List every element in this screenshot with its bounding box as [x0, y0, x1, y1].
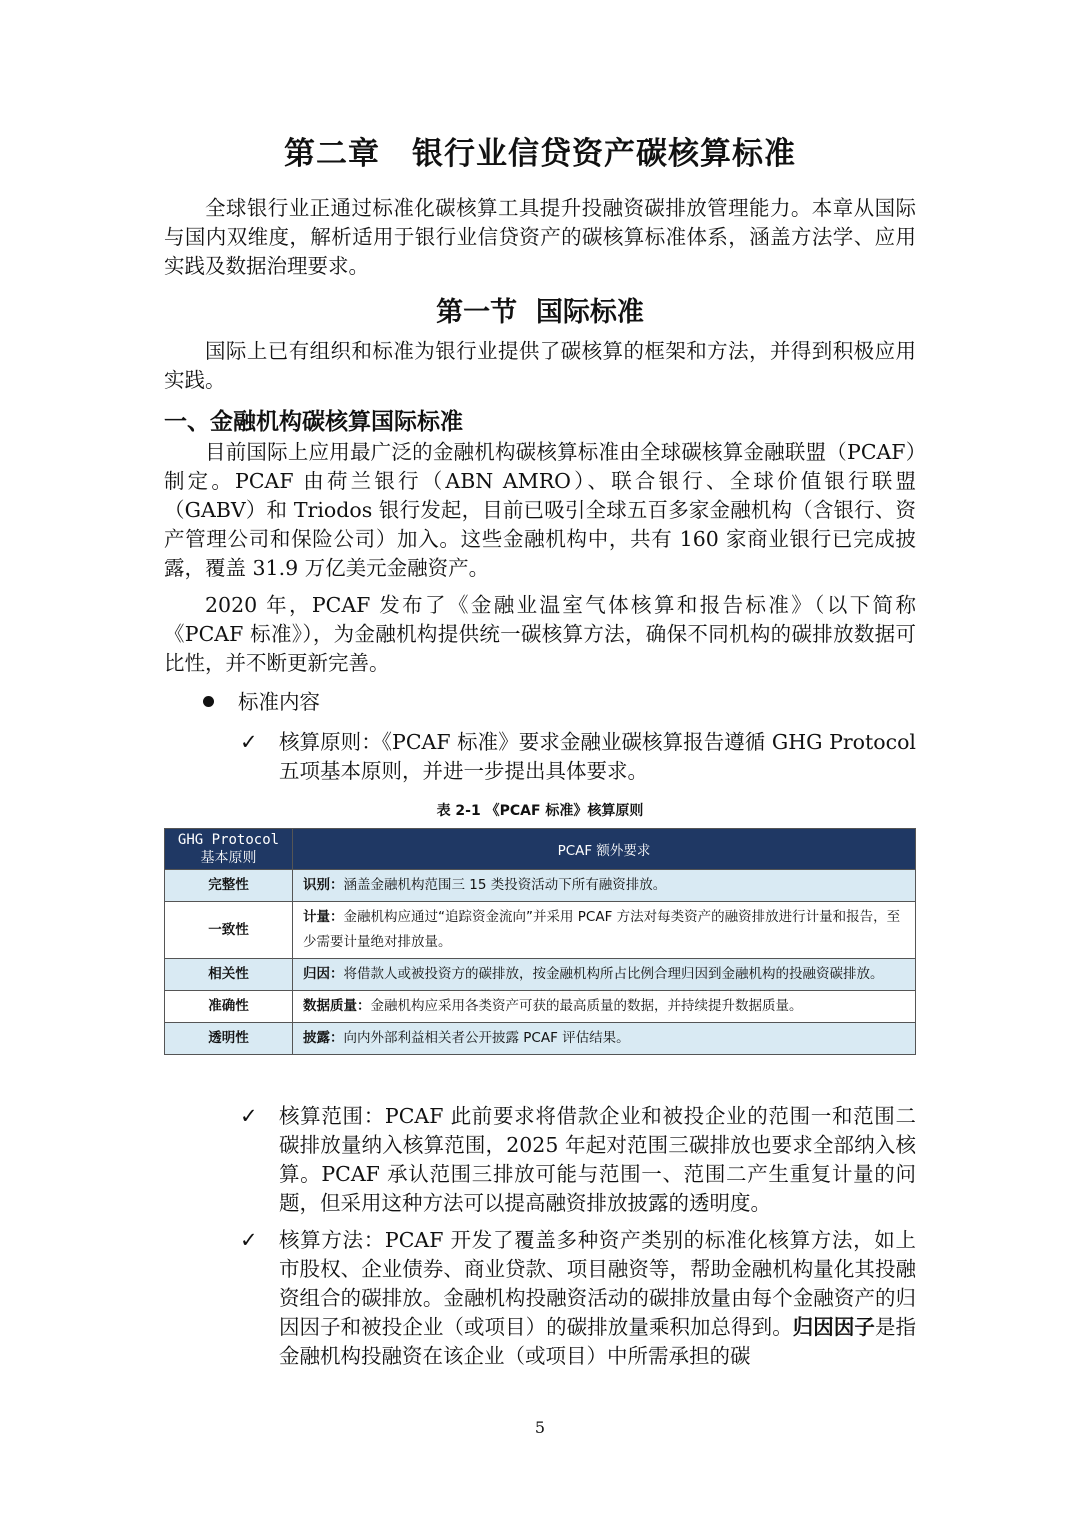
requirement-cell	[293, 902, 916, 959]
checkmark-icon: ✓	[240, 1228, 258, 1252]
requirement-text: 涵盖金融机构范围三 15 类投资活动下所有融资排放。	[343, 877, 667, 893]
requirement-key: 披露：	[303, 1030, 344, 1046]
requirement-key: 识别：	[303, 877, 344, 893]
bullet-item	[203, 688, 320, 717]
section-title: 第一节 国际标准	[436, 297, 644, 328]
table-caption: 表 2-1 《PCAF 标准》核算原则	[436, 803, 644, 819]
checkmark-icon: ✓	[240, 730, 258, 754]
requirement-key: 计量：	[303, 909, 344, 925]
requirement-cell	[293, 870, 916, 902]
requirement-text: 金融机构应通过“追踪资金流向”并采用 PCAF 方法对每类资产的融资排放进行计量和报告，至少需要计量绝对排放量。	[303, 909, 901, 950]
subsection-title: 一、金融机构碳核算国际标准	[164, 409, 463, 435]
table-header-row	[165, 829, 916, 870]
table-row	[165, 870, 916, 902]
section-intro: 国际上已有组织和标准为银行业提供了碳核算的框架和方法，并得到积极应用实践。	[164, 339, 916, 392]
page-number: 5	[534, 1418, 546, 1437]
principle-cell: 准确性	[165, 991, 293, 1023]
principle-cell: 透明性	[165, 1023, 293, 1055]
table-header-principle: GHG Protocol 基本原则	[165, 829, 293, 870]
bullet-label: 标准内容	[238, 690, 320, 714]
principles-table	[164, 828, 916, 1055]
requirement-cell	[293, 959, 916, 991]
requirement-cell	[293, 991, 916, 1023]
check-item-text	[279, 1226, 916, 1371]
check-item-text: 核算原则：《PCAF 标准》要求金融业碳核算报告遵循 GHG Protocol 五项基本原则，并进一步提出具体要求。	[279, 730, 916, 783]
requirement-key: 数据质量：	[303, 998, 371, 1014]
check-item-text: 核算范围：PCAF 此前要求将借款企业和被投企业的范围一和范围二碳排放量纳入核算范围，2025 年起对范围三碳排放也要求全部纳入核算。PCAF 承认范围三排放可能与范围一、范围二产生重复计量的问题，但采用这种方法可以提高融资排放披露的透明度。	[279, 1104, 916, 1215]
principle-cell: 完整性	[165, 870, 293, 902]
table-row	[165, 959, 916, 991]
table-row	[165, 991, 916, 1023]
requirement-key: 归因：	[303, 966, 344, 982]
table-row	[165, 902, 916, 959]
check-item-scope	[240, 1102, 916, 1218]
method-text: 核算方法：PCAF 开发了覆盖多种资产类别的标准化核算方法，如上市股权、企业债券、商业贷款、项目融资等，帮助金融机构量化其投融资组合的碳排放。金融机构投融资活动的碳排放量由每个金融资产的归因因子和被投企业（或项目）的碳排放量乘积加总得到。	[279, 1228, 916, 1339]
requirement-text: 金融机构应采用各类资产可获的最高质量的数据，并持续提升数据质量。	[370, 998, 803, 1014]
bullet-dot-icon	[203, 696, 214, 707]
principle-cell: 一致性	[165, 902, 293, 959]
requirement-text: 将借款人或被投资方的碳排放，按金融机构所占比例合理归因到金融机构的投融资碳排放。	[343, 966, 884, 982]
principle-cell: 相关性	[165, 959, 293, 991]
check-item-method	[240, 1226, 916, 1371]
attribution-factor-term: 归因因子	[792, 1315, 875, 1339]
requirement-text: 向内外部利益相关者公开披露 PCAF 评估结果。	[343, 1030, 630, 1046]
paragraph-pcaf-standard: 2020 年，PCAF 发布了《金融业温室气体核算和报告标准》（以下简称《PCAF 标准》），为金融机构提供统一碳核算方法，确保不同机构的碳排放数据可比性，并不断更新完善。	[164, 593, 916, 675]
chapter-intro: 全球银行业正通过标准化碳核算工具提升投融资碳排放管理能力。本章从国际与国内双维度，解析适用于银行业信贷资产的碳核算标准体系，涵盖方法学、应用实践及数据治理要求。	[164, 196, 916, 278]
table-header-requirement: PCAF 额外要求	[293, 829, 916, 870]
chapter-title: 第二章 银行业信贷资产碳核算标准	[284, 136, 796, 172]
check-item-principles	[240, 728, 916, 786]
paragraph-pcaf-intro: 目前国际上应用最广泛的金融机构碳核算标准由全球碳核算金融联盟（PCAF）制定。PCAF 由荷兰银行（ABN AMRO）、联合银行、全球价值银行联盟（GABV）和 Triodos 银行发起，目前已吸引全球五百多家金融机构（含银行、资产管理公司和保险公司）加入。这些金融机构中，共有 160 家商业银行已完成披露，覆盖 31.9 万亿美元金融资产。	[164, 440, 916, 580]
checkmark-icon: ✓	[240, 1104, 258, 1128]
method-tail: 是指金融机构投融资在该企业（或项目）中所需承担的碳	[279, 1315, 917, 1368]
table-row	[165, 1023, 916, 1055]
requirement-cell	[293, 1023, 916, 1055]
